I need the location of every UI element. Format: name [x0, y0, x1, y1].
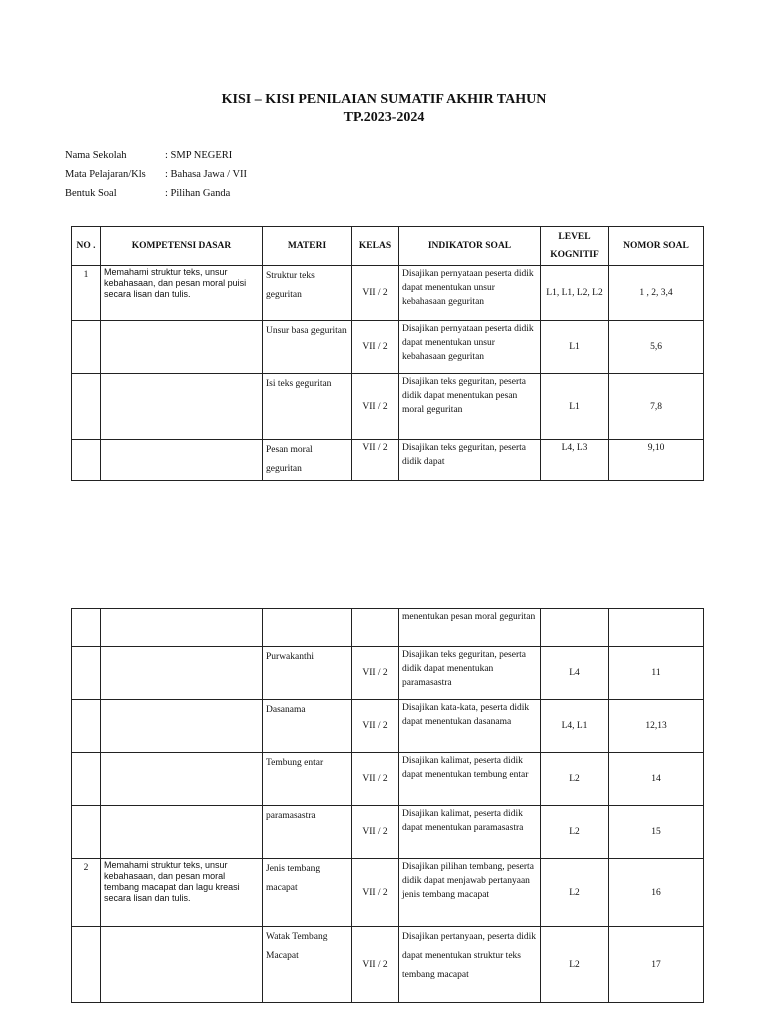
cell-nomor: 11 — [609, 647, 704, 700]
cell-level: L2 — [541, 859, 609, 927]
cell-materi: paramasastra — [263, 806, 352, 859]
cell-kelas: VII / 2 — [352, 859, 399, 927]
cell-indikator: Disajikan kalimat, peserta didik dapat menentukan paramasastra — [399, 806, 541, 859]
cell-level: L4, L1 — [541, 700, 609, 753]
cell-no — [72, 700, 101, 753]
cell-nomor: 17 — [609, 927, 704, 1003]
cell-kompetensi — [101, 806, 263, 859]
title-line-2: TP.2023-2024 — [343, 110, 425, 125]
cell-no: 1 — [72, 266, 101, 321]
cell-level: L2 — [541, 753, 609, 806]
cell-indikator: menentukan pesan moral geguritan — [399, 609, 541, 647]
cell-kelas: VII / 2 — [352, 700, 399, 753]
cell-materi: Purwakanthi — [263, 647, 352, 700]
cell-no — [72, 806, 101, 859]
info-block — [65, 150, 247, 207]
cell-level — [541, 609, 609, 647]
cell-materi: Dasanama — [263, 700, 352, 753]
cell-indikator: Disajikan teks geguritan, peserta didik dapat menentukan paramasastra — [399, 647, 541, 700]
header-materi: MATERI — [263, 227, 352, 266]
document-title — [0, 91, 768, 127]
cell-materi: Jenis tembang macapat — [263, 859, 352, 927]
cell-indikator: Disajikan teks geguritan, peserta didik dapat menentukan pesan moral geguritan — [399, 374, 541, 440]
cell-no — [72, 609, 101, 647]
table-row — [72, 753, 704, 806]
cell-nomor: 5,6 — [609, 321, 704, 374]
cell-no — [72, 647, 101, 700]
cell-nomor: 15 — [609, 806, 704, 859]
cell-level: L1 — [541, 374, 609, 440]
cell-indikator: Disajikan pernyataan peserta didik dapat menentukan unsur kebahasaan geguritan — [399, 266, 541, 321]
cell-kompetensi — [101, 440, 263, 481]
cell-nomor: 1 , 2, 3,4 — [609, 266, 704, 321]
cell-kompetensi — [101, 609, 263, 647]
cell-nomor: 9,10 — [609, 440, 704, 481]
header-indikator: INDIKATOR SOAL — [399, 227, 541, 266]
kisi-table-page-2 — [71, 608, 704, 1003]
cell-kelas: VII / 2 — [352, 753, 399, 806]
cell-nomor: 12,13 — [609, 700, 704, 753]
table-row — [72, 609, 704, 647]
header-nomor: NOMOR SOAL — [609, 227, 704, 266]
title-line-1: KISI – KISI PENILAIAN SUMATIF AKHIR TAHUN — [221, 92, 547, 107]
cell-kelas: VII / 2 — [352, 647, 399, 700]
cell-materi: Unsur basa geguritan — [263, 321, 352, 374]
header-kompetensi: KOMPETENSI DASAR — [101, 227, 263, 266]
table-row — [72, 700, 704, 753]
cell-kelas: VII / 2 — [352, 806, 399, 859]
cell-kelas — [352, 609, 399, 647]
cell-nomor — [609, 609, 704, 647]
cell-materi: Struktur teks geguritan — [263, 266, 352, 321]
cell-kelas: VII / 2 — [352, 321, 399, 374]
cell-level: L4 — [541, 647, 609, 700]
cell-no — [72, 374, 101, 440]
cell-indikator: Disajikan pilihan tembang, peserta didik dapat menjawab pertanyaan jenis tembang macapat — [399, 859, 541, 927]
table-row — [72, 806, 704, 859]
cell-level: L1, L1, L2, L2 — [541, 266, 609, 321]
cell-materi: Pesan moral geguritan — [263, 440, 352, 481]
cell-kompetensi — [101, 647, 263, 700]
cell-indikator: Disajikan kalimat, peserta didik dapat menentukan tembung entar — [399, 753, 541, 806]
cell-kompetensi — [101, 927, 263, 1003]
cell-kompetensi — [101, 700, 263, 753]
info-value: : SMP NEGERI — [165, 150, 233, 161]
cell-kompetensi: Memahami struktur teks, unsur kebahasaan, dan pesan moral puisi secara lisan dan tulis. — [101, 266, 263, 321]
info-value: : Bahasa Jawa / VII — [165, 169, 248, 180]
cell-kelas: VII / 2 — [352, 266, 399, 321]
cell-no — [72, 753, 101, 806]
info-row-school — [65, 150, 247, 169]
info-label: Bentuk Soal — [65, 188, 117, 199]
cell-kelas: VII / 2 — [352, 440, 399, 481]
table-row — [72, 374, 704, 440]
cell-materi: Tembung entar — [263, 753, 352, 806]
header-level: LEVEL KOGNITIF — [541, 227, 609, 266]
cell-nomor: 14 — [609, 753, 704, 806]
info-label: Nama Sekolah — [65, 150, 127, 161]
cell-nomor: 16 — [609, 859, 704, 927]
cell-kompetensi: Memahami struktur teks, unsur kebahasaan, dan pesan moral tembang macapat dan lagu kreasi secara lisan dan tulis. — [101, 859, 263, 927]
cell-level: L4, L3 — [541, 440, 609, 481]
cell-level: L2 — [541, 927, 609, 1003]
header-no: NO . — [72, 227, 101, 266]
cell-kompetensi — [101, 321, 263, 374]
cell-no — [72, 440, 101, 481]
table-row — [72, 859, 704, 927]
table-row — [72, 927, 704, 1003]
cell-no — [72, 927, 101, 1003]
cell-indikator: Disajikan pertanyaan, peserta didik dapat menentukan struktur teks tembang macapat — [399, 927, 541, 1003]
cell-kelas: VII / 2 — [352, 927, 399, 1003]
cell-kelas: VII / 2 — [352, 374, 399, 440]
cell-indikator: Disajikan kata-kata, peserta didik dapat menentukan dasanama — [399, 700, 541, 753]
cell-kompetensi — [101, 753, 263, 806]
table-row — [72, 440, 704, 481]
cell-kompetensi — [101, 374, 263, 440]
cell-level: L1 — [541, 321, 609, 374]
cell-nomor: 7,8 — [609, 374, 704, 440]
cell-indikator: Disajikan teks geguritan, peserta didik dapat — [399, 440, 541, 481]
table-row — [72, 647, 704, 700]
cell-materi — [263, 609, 352, 647]
cell-no: 2 — [72, 859, 101, 927]
table-row — [72, 266, 704, 321]
cell-materi: Watak Tembang Macapat — [263, 927, 352, 1003]
info-row-question-type — [65, 188, 247, 207]
kisi-table-page-1 — [71, 226, 704, 481]
header-kelas: KELAS — [352, 227, 399, 266]
table-row — [72, 321, 704, 374]
cell-materi: Isi teks geguritan — [263, 374, 352, 440]
info-value: : Pilihan Ganda — [165, 188, 231, 199]
cell-no — [72, 321, 101, 374]
table-header-row — [72, 227, 704, 266]
cell-indikator: Disajikan pernyataan peserta didik dapat menentukan unsur kebahasaan geguritan — [399, 321, 541, 374]
info-label: Mata Pelajaran/Kls — [65, 169, 146, 180]
cell-level: L2 — [541, 806, 609, 859]
info-row-subject — [65, 169, 247, 188]
